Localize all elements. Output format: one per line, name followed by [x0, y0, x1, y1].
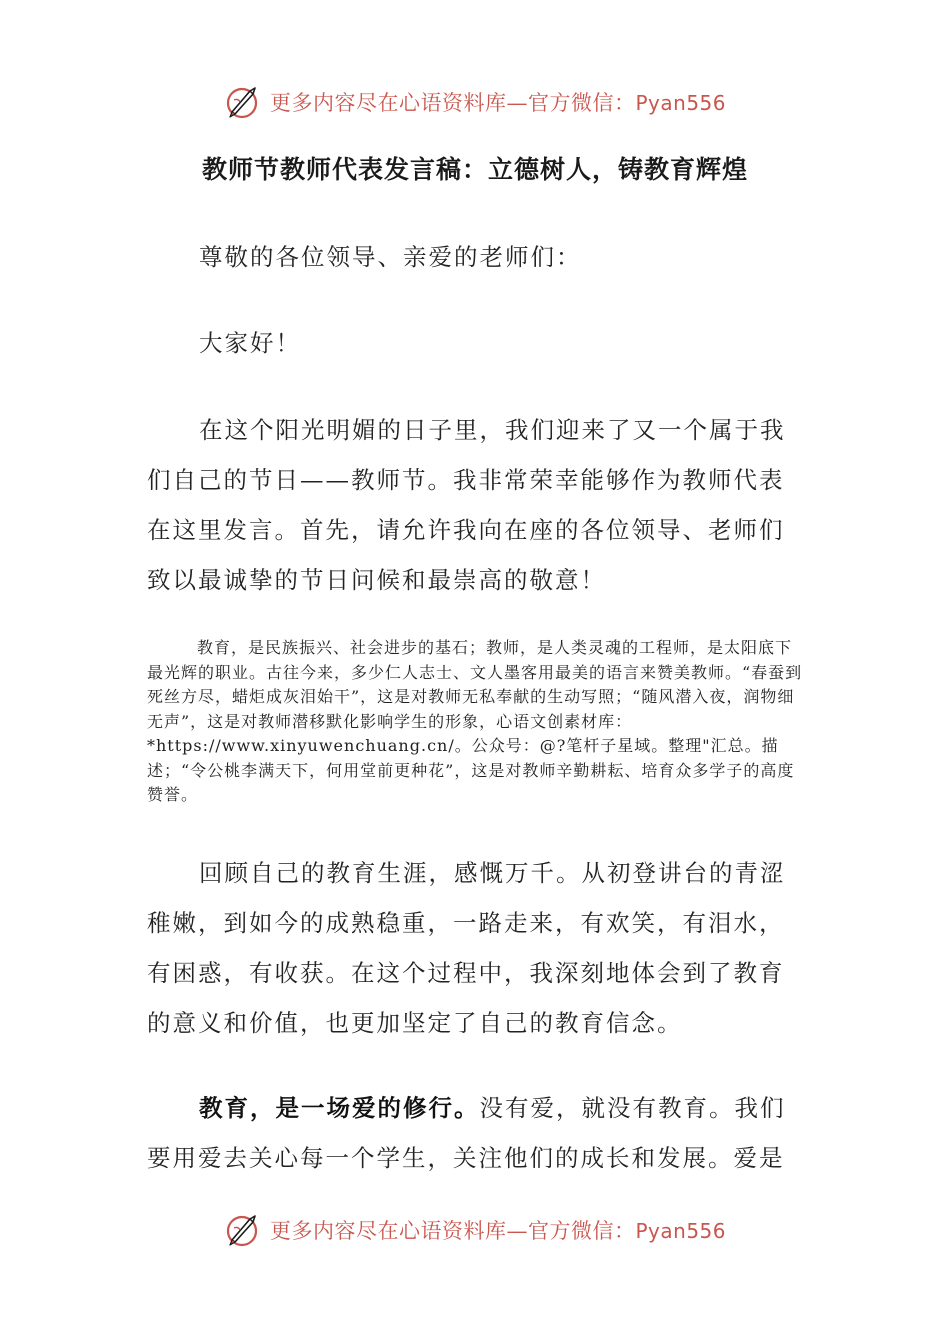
- paragraph-career-review: 回顾自己的教育生涯，感慨万千。从初登讲台的青涩稚嫩，到如今的成熟稳重，一路走来，有欢笑，有泪水，有困惑，有收获。在这个过程中，我深刻地体会到了教育的意义和价值，也更加坚定了自己的教育信念。: [147, 859, 786, 1037]
- banner-text-cn: 更多内容尽在心语资料库—官方微信：: [269, 91, 636, 115]
- pen-circle-logo-icon: [224, 82, 264, 122]
- paragraph-rest: 没有爱，就没有教育。我们要用爱去关心每一个学生，关注他们的成长和发展。爱是: [147, 1094, 786, 1172]
- paragraph-lead-bold: 教育，是一场爱的修行。: [199, 1094, 480, 1122]
- banner-wechat-id: Pyan556: [635, 91, 726, 115]
- greeting-line: 尊敬的各位领导、亲爱的老师们：: [199, 243, 582, 271]
- banner-text-cn: 更多内容尽在心语资料库—官方微信：: [269, 1219, 636, 1243]
- document-title: 教师节教师代表发言稿：立德树人，铸教育辉煌: [201, 155, 748, 184]
- paragraph-love-education: [147, 1083, 797, 1183]
- banner-text: [270, 1215, 726, 1245]
- paragraph-opening: 在这个阳光明媚的日子里，我们迎来了又一个属于我们自己的节日——教师节。我非常荣幸能够作为教师代表在这里发言。首先，请允许我向在座的各位领导、老师们致以最诚挚的节日问候和最崇高的敬意！: [147, 416, 786, 594]
- hello-line: 大家好！: [199, 329, 301, 357]
- header-banner: [0, 80, 950, 124]
- pen-circle-logo-icon: [224, 1210, 264, 1250]
- paragraph-small-print: 教育，是民族振兴、社会进步的基石；教师，是人类灵魂的工程师，是太阳底下最光辉的职业。古往今来，多少仁人志士、文人墨客用最美的语言来赞美教师。“春蚕到死丝方尽，蜡炬成灰泪始干”，这是对教师无私奉献的生动写照；“随风潜入夜，润物细无声”，这是对教师潜移默化影响学生的形象，心语文创素材库：*https://www.xinyuwenchuang.cn/。公众号：@?笔杆子星域。整理"汇总。描述；“令公桃李满天下，何用堂前更种花”，这是对教师辛勤耕耘、培育众多学子的高度赞誉。: [147, 638, 803, 804]
- banner-text: [270, 87, 726, 117]
- banner-wechat-id: Pyan556: [635, 1219, 726, 1243]
- footer-banner: [0, 1208, 950, 1252]
